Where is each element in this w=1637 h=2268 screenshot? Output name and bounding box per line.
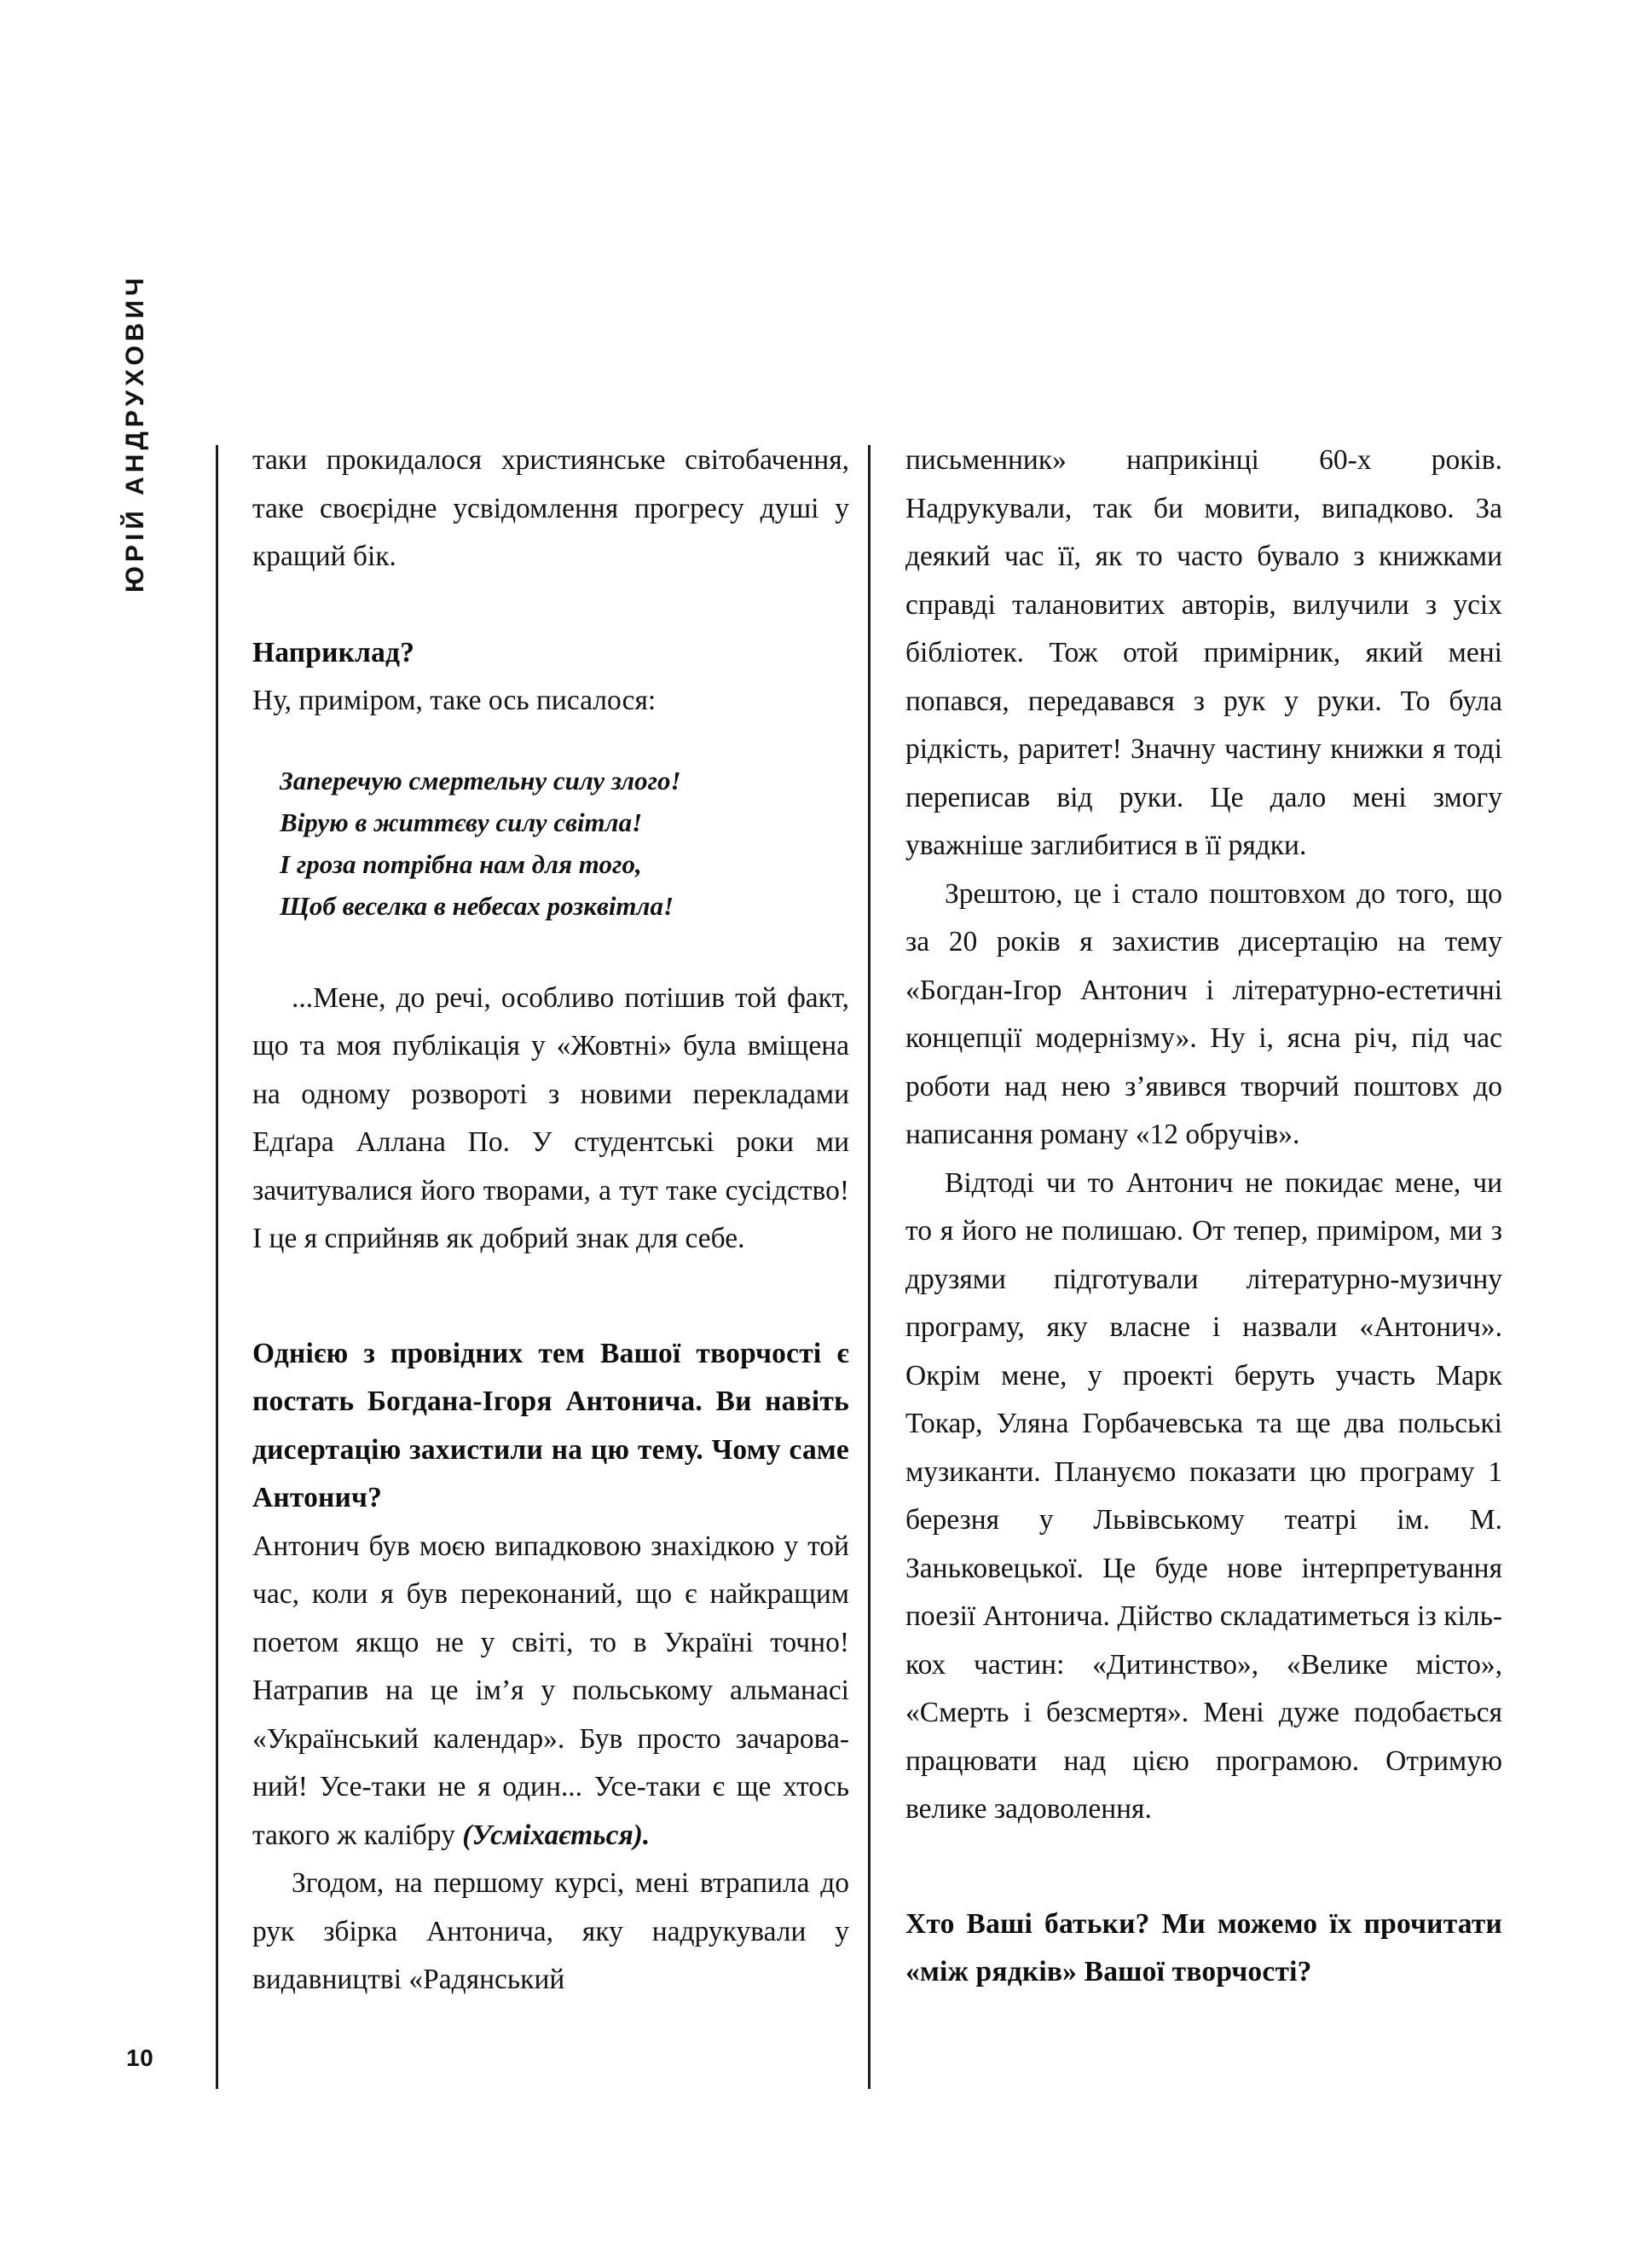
spacer [252,581,849,629]
verse-line: Заперечую смертельну силу злого! [280,765,681,796]
spacer [905,1834,1502,1901]
left-column-rule [216,445,218,2089]
running-head [104,166,167,593]
running-head-label: ЮРІЙ АНДРУХОВИЧ [121,273,149,593]
right-column [905,437,1502,1997]
paragraph-continuation: письменник» наприкінці 60-х років. Надрукували, так би мовити, випадково. За деякий час її, як то часто бувало з книжками справді талановитих авторів, вилучили з усіх бібліотек. Тож отой примірник, який мені попався, передавався з рук у руки. То була рідкість, раритет! Значну частину книжки я тоді переписав від руки. Це дало мені змогу уважніше заглибитися в її рядки. [905,444,1502,861]
spacer [252,726,849,760]
paragraph-3: Відтоді чи то Антонич не покидає мене, чи то я його не полишаю. От тепер, приміром, ми з друзями підготували літературно-музичну програму, яку власне і назвали «Антонич». Окрім мене, у проекті беруть участь Марк Токар, Уляна Горбачевська та ще два польські музиканти. Плануємо показати цю програму 1 березня у Львівському театрі ім. М. Заньковецької. Це буде нове інтерпретування поезії Антонича. Дійство складатиметься із кількох частин: «Дитинство», «Велике місто», «Смерть і безсмертя». Мені дуже подобається працювати над цією програмою. Отримую велике задоволення. [905,1166,1502,1825]
page-number: 10 [126,2045,154,2071]
interview-answer-1-intro: Ну, приміром, таке ось писалося: [252,685,657,716]
interview-question-2: Однією з провідних тем Вашої творчості є постать Богдана-Ігоря Антонича. Ви навіть дисертацію захистили на цю тему. Чому саме Антонич? [252,1337,849,1513]
interview-answer-2-part1 [252,1523,849,1860]
interview-question-3: Хто Ваші батьки? Ми можемо їх прочитати «між рядків» Вашої творчості? [905,1907,1502,1987]
interview-answer-1-rest: ...Мене, до речі, особливо потішив той факт, що та моя публікація у «Жовтні» була вміщена на одному розвороті з новими перекладами Едґара Аллана По. У студентські роки ми зачитувалися його творами, а тут таке сусідство! І це я сприйняв як добрий знак для себе. [252,981,849,1254]
middle-column-rule [868,445,871,2089]
verse-line: Щоб веселка в небесах розквітла! [280,890,674,921]
verse-block [252,760,849,927]
stage-direction: (Усміхається). [462,1819,651,1851]
spacer [252,927,849,975]
answer-2-text: Антонич був моєю випадковою знахідкою у той час, коли я був переконаний, що є найкращим поетом якщо не у світі, то в Україні точно! Натрапив на це ім’я у польському альманасі «Український календар». Був просто зачарований! Усе-таки не я один... Усе-таки є ще хтось такого ж калібру [252,1530,849,1851]
paragraph-2: Зрештою, це і стало поштовхом до того, що за 20 років я захистив дисертацію на тему «Богдан-Ігор Антонич і літературно-естетичні концепції модернізму». Ну і, ясна річ, під час роботи над нею з’явився творчий поштовх до написання роману «12 обручів». [905,877,1502,1150]
interview-question-1: Наприклад? [252,636,415,668]
interview-answer-2-part2: Згодом, на першому курсі, мені втрапила до рук збірка Антонича, яку надрукували у видавництві «Радянський [252,1867,849,1995]
left-column [252,437,849,2005]
paragraph-continuation: таки прокидалося християнське світобачення, таке своєрідне усвідомлення прогресу душі у кращий бік. [252,444,849,572]
verse-line: Вірую в життєву силу світла! [280,807,643,837]
verse-line: І гроза потрібна нам для того, [280,848,642,879]
spacer [252,1264,849,1330]
